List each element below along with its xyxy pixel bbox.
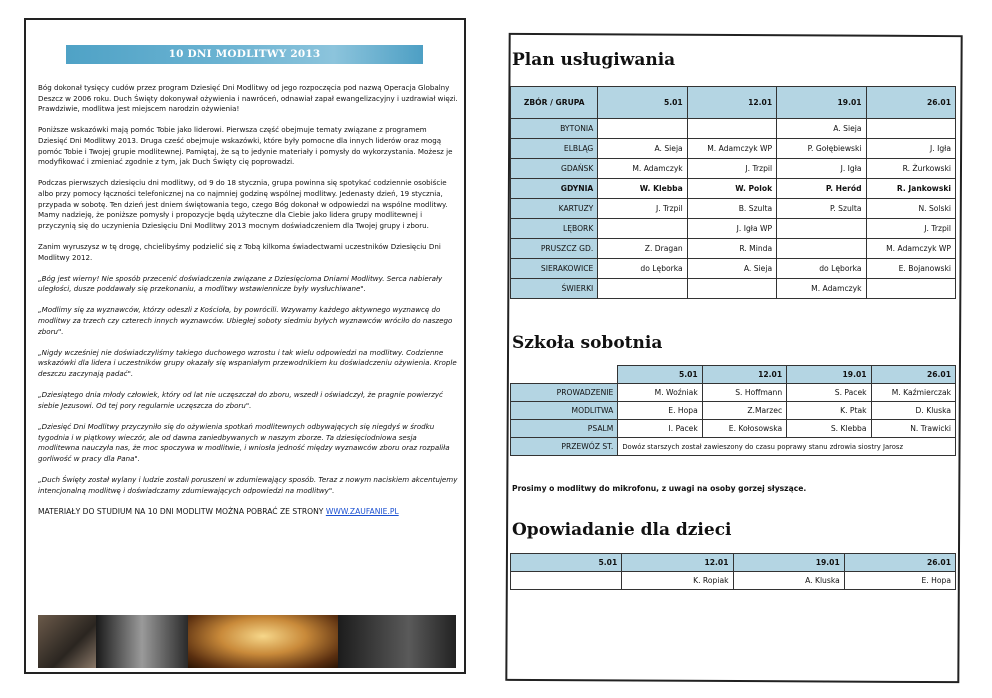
role-cell: PSALM	[511, 420, 618, 438]
table-row	[511, 420, 956, 438]
plan-title: Plan usługiwania	[512, 50, 676, 70]
opowiadanie-table	[510, 553, 956, 590]
cell: D. Kluska	[871, 402, 955, 420]
group-cell: GDYNIA	[511, 179, 598, 199]
cell	[777, 219, 866, 239]
cell: J. Igła	[777, 159, 866, 179]
left-body	[38, 83, 458, 517]
col-header: 19.01	[733, 554, 844, 572]
cell: P. Szulta	[777, 199, 866, 219]
quote: „Nigdy wcześniej nie doświadczyliśmy takiego duchowego wzrostu i tak wielu odpowiedzi na modlitwy. Codzienne wskazówki dla lidera i uczestników grupy okazały się wspaniałym przewodnikiem ku doświadczeniu ożywienia. Krople deszczu zaczynają padać".	[38, 347, 457, 379]
table-row	[511, 199, 956, 219]
przewoz-note: Dowóz starszych został zawieszony do czasu poprawy stanu zdrowia siostry Jarosz	[618, 438, 956, 456]
quote: „Modlimy się za wyznawców, którzy odeszli z Kościoła, by powrócili. Wzywamy każdego aktywnego wyznawcę do modlitwy za trzech czy czterech innych wyznawców. Ubiegłej soboty siedmiu byłych wyznawców wróciło do naszego zboru".	[38, 305, 453, 336]
cell: M. Adamczyk WP	[687, 139, 776, 159]
cell: E. Bojanowski	[866, 259, 955, 279]
open-bible-image	[188, 615, 338, 668]
cell	[598, 119, 687, 139]
footer-text: MATERIAŁY DO STUDIUM NA 10 DNI MODLITW MOŻNA POBRAĆ ZE STRONY	[38, 506, 324, 516]
cell: P. Heród	[777, 179, 866, 199]
col-header: 26.01	[844, 554, 955, 572]
group-cell: GDAŃSK	[511, 159, 598, 179]
group-cell: ELBLĄG	[511, 139, 598, 159]
prayer-note: Prosimy o modlitwy do mikrofonu, z uwagi na osoby gorzej słyszące.	[512, 484, 807, 493]
cell: M. Kaźmierczak	[871, 384, 955, 402]
praying-woman-image	[38, 615, 96, 668]
szkola-table	[510, 365, 956, 456]
cell: do Lęborka	[598, 259, 687, 279]
cell: K. Ropiak	[622, 572, 733, 590]
col-header: 19.01	[777, 87, 866, 119]
testimony-intro: Zanim wyruszysz w tę drogę, chcielibyśmy podzielić się z Tobą kilkoma świadectwami uczestników Dziesięciu Dni Modlitwy 2012.	[38, 241, 441, 262]
cell: E. Hopa	[844, 572, 955, 590]
quote: „Dziesiątego dnia młody człowiek, który od lat nie uczęszczał do zboru, wszedł i oświadczył, że pragnie powierzyć siebie Jezusowi. Od tej pory regularnie uczęszcza do zboru".	[38, 390, 443, 410]
cell: S. Pacek	[787, 384, 871, 402]
col-header: 5.01	[598, 87, 687, 119]
table-row	[511, 438, 956, 456]
group-cell: ŚWIERKI	[511, 279, 598, 299]
title-banner	[66, 45, 423, 64]
cell: R. Żurkowski	[866, 159, 955, 179]
cell: W. Klebba	[598, 179, 687, 199]
col-header: 12.01	[702, 366, 786, 384]
cell: A. Kluska	[733, 572, 844, 590]
cell: J. Trzpil	[687, 159, 776, 179]
plan-header-row	[511, 87, 956, 119]
cell: A. Sieja	[687, 259, 776, 279]
col-header	[511, 366, 618, 384]
cell: M. Adamczyk	[777, 279, 866, 299]
group-cell: BYTONIA	[511, 119, 598, 139]
cell: M. Adamczyk WP	[866, 239, 955, 259]
cell: P. Gołębiewski	[777, 139, 866, 159]
cell: S. Hoffmann	[702, 384, 786, 402]
intro-paragraph: Bóg dokonał tysięcy cudów przez program Dziesięć Dni Modlitwy od jego rozpoczęcia pod nazwą Operacja Globalny Deszcz w 2006 roku. Duch Święty dokonywał ożywienia i nawróceń, odnawiał zapał ewangelizacyjny i uzdrawiał więzi. Prawdziwie, modlitwa jest miejscem narodzin ożywienia!	[38, 83, 458, 114]
cell	[866, 119, 955, 139]
cell: E. Hopa	[618, 402, 702, 420]
photo-strip	[38, 615, 456, 668]
group-cell: KARTUZY	[511, 199, 598, 219]
cell: A. Sieja	[598, 139, 687, 159]
cell: R. Jankowski	[866, 179, 955, 199]
cell: M. Adamczyk	[598, 159, 687, 179]
cell: Z. Dragan	[598, 239, 687, 259]
cell: N. Solski	[866, 199, 955, 219]
cell: R. Minda	[687, 239, 776, 259]
cell	[777, 239, 866, 259]
table-row	[511, 384, 956, 402]
cell	[687, 119, 776, 139]
praying-hands-image	[96, 615, 188, 668]
cell: A. Sieja	[777, 119, 866, 139]
szkola-header-row	[511, 366, 956, 384]
cell: Z.Marzec	[702, 402, 786, 420]
table-row	[511, 572, 956, 590]
cell: S. Klebba	[787, 420, 871, 438]
role-cell: PRZEWÓZ ST.	[511, 438, 618, 456]
quote: „Duch Święty został wylany i ludzie zostali poruszeni w zdumiewający sposób. Teraz z nowym naciskiem akcentujemy intencjonalną modlitwę i doświadczamy zdumiewających odpowiedzi na modlitwy".	[38, 474, 458, 495]
col-header: 26.01	[871, 366, 955, 384]
table-row	[511, 179, 956, 199]
cell: E. Kołosowska	[702, 420, 786, 438]
col-header: 5.01	[511, 554, 622, 572]
role-cell: PROWADZENIE	[511, 384, 618, 402]
col-header: 5.01	[618, 366, 702, 384]
cell: W. Polok	[687, 179, 776, 199]
group-cell: PRUSZCZ GD.	[511, 239, 598, 259]
col-header: 12.01	[687, 87, 776, 119]
opowiadanie-header-row	[511, 554, 956, 572]
table-row	[511, 219, 956, 239]
cell: J. Igła WP	[687, 219, 776, 239]
table-row	[511, 239, 956, 259]
table-row	[511, 159, 956, 179]
cell: J. Trzpil	[866, 219, 955, 239]
cell: I. Pacek	[618, 420, 702, 438]
cell	[598, 279, 687, 299]
cell: N. Trawicki	[871, 420, 955, 438]
praying-man-image	[338, 615, 456, 668]
cell: B. Szulta	[687, 199, 776, 219]
materials-footer	[38, 507, 458, 518]
cell	[598, 219, 687, 239]
group-cell: LĘBORK	[511, 219, 598, 239]
table-row	[511, 139, 956, 159]
guide-paragraph: Poniższe wskazówki mają pomóc Tobie jako liderowi. Pierwsza część obejmuje tematy związane z programem Dziesięć Dni Modlitwy 2013. Druga cześć obejmuje wskazówki, które były pomocne dla innych liderów oraz mogą pomóc Tobie i Twojej grupie modlitewnej. Pamiętaj, że są to jedynie materiały i pomysły do wykorzystania. Możesz je modyfikować i zmieniać zgodnie z tym, jak Duch Święty cię poprowadzi.	[38, 125, 453, 167]
role-cell: MODLITWA	[511, 402, 618, 420]
cell: J. Igła	[866, 139, 955, 159]
quote: „Dziesięć Dni Modlitwy przyczyniło się do ożywienia spotkań modlitewnych odbywających się niegdyś w środku tygodnia i w piątkowy wieczór, ale od dawna zaniedbywanych w naszym zborze. Ta dziesięciodniowa sesja modlitewna nauczyła nas, że moc spoczywa w modlitwie, i wniosła jedność między wyznawców zboru oraz rozpaliła gorliwość w pracy dla Pana".	[38, 422, 450, 463]
col-header: 19.01	[787, 366, 871, 384]
col-header: 26.01	[866, 87, 955, 119]
cell: K. Ptak	[787, 402, 871, 420]
table-row	[511, 119, 956, 139]
szkola-title: Szkoła sobotnia	[512, 333, 663, 353]
plan-table	[510, 86, 956, 299]
table-row	[511, 402, 956, 420]
col-header: 12.01	[622, 554, 733, 572]
col-header: ZBÓR / GRUPA	[511, 87, 598, 119]
quote: „Bóg jest wierny! Nie sposób przecenić doświadczenia związane z Dziesięcioma Dniami Modlitwy. Serca nabierały uległości, dusze poddawały się przekonaniu, a modlitwy wstawiennicze były wysłuchiwane".	[38, 273, 443, 294]
cell	[511, 572, 622, 590]
website-link[interactable]: WWW.ZAUFANIE.PL	[325, 506, 399, 516]
banner-title: 10 DNI MODLITWY 2013	[168, 48, 321, 60]
schedule-paragraph: Podczas pierwszych dziesięciu dni modlitwy, od 9 do 18 stycznia, grupa powinna się spotykać codziennie osobiście albo przy pomocy łączności telefonicznej na co najmniej godzinę wspólnej modlitwy. Jedenasty dzień, 19 stycznia, przypada w sobotę. Ten dzień jest dniem świętowania tego, czego Bóg dokonał w odpowiedzi na wspólne modlitwy. Mamy nadzieję, że poniższe pomysły i propozycje będą użyteczne dla Ciebie jako lidera grupy modlitewnej i przyczynią się do uczynienia Dziesięciu Dni Modlitwy 2013 mocnym doświadczeniem dla Twojej grupy i zboru.	[38, 178, 448, 230]
opowiadanie-title: Opowiadanie dla dzieci	[512, 520, 732, 540]
group-cell: SIERAKOWICE	[511, 259, 598, 279]
table-row	[511, 279, 956, 299]
cell: do Lęborka	[777, 259, 866, 279]
cell: J. Trzpil	[598, 199, 687, 219]
cell	[866, 279, 955, 299]
table-row	[511, 259, 956, 279]
cell: M. Woźniak	[618, 384, 702, 402]
cell	[687, 279, 776, 299]
